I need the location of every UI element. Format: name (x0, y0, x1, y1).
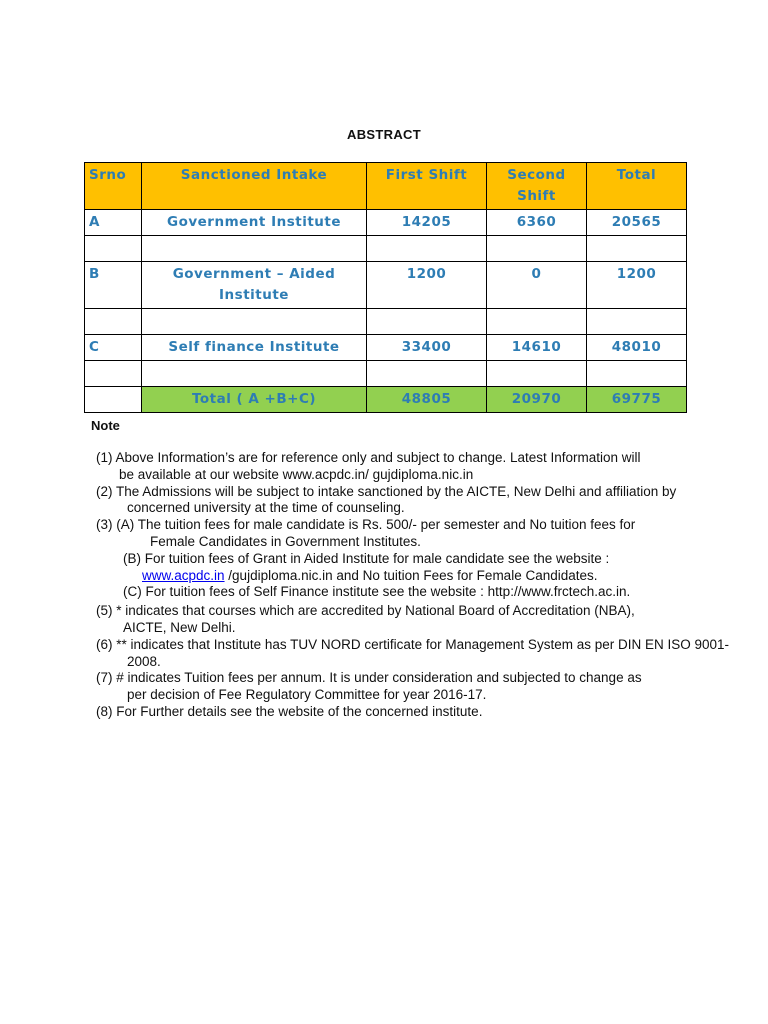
header-sanctioned-intake: Sanctioned Intake (142, 163, 367, 210)
cell-total-label: Total ( A +B+C) (142, 387, 367, 413)
table-header-row (85, 163, 687, 210)
cell-first-shift: 33400 (367, 335, 487, 361)
header-total: Total (587, 163, 687, 210)
cell-srno: C (85, 335, 142, 361)
cell-institute-type-line1: Government – Aided (172, 266, 336, 282)
cell-institute-type: Self finance Institute (142, 335, 367, 361)
note-line: (6) ** indicates that Institute has TUV NORD certificate for Management System as per DIN EN ISO 9001- (96, 636, 730, 652)
cell-grand-total: 69775 (587, 387, 687, 413)
note-line: (1) Above Information’s are for reference only and subject to change. Latest Information will (96, 450, 641, 465)
cell-total: 48010 (587, 335, 687, 361)
note-line: (5) * indicates that courses which are accredited by National Board of Accreditation (NBA), (96, 603, 635, 619)
note-line: (2) The Admissions will be subject to intake sanctioned by the AICTE, New Delhi and affiliation by (96, 483, 677, 499)
note-line: be available at our website www.acpdc.in/ gujdiploma.nic.in (119, 466, 474, 482)
table-row (85, 262, 687, 309)
note-line: (3) (A) The tuition fees for male candidate is Rs. 500/- per semester and No tuition fees for (96, 517, 636, 533)
cell-second-shift: 0 (487, 262, 587, 309)
cell-institute-type: Government Institute (142, 210, 367, 236)
note-line: Female Candidates in Government Institutes. (150, 533, 421, 549)
cell-total: 20565 (587, 210, 687, 236)
note-line-text: /gujdiploma.nic.in and No tuition Fees for Female Candidates. (224, 567, 598, 583)
cell-second-shift: 14610 (487, 335, 587, 361)
table-row (85, 335, 687, 361)
header-second-shift (487, 163, 587, 210)
page-title: ABSTRACT (347, 127, 421, 142)
note-line: AICTE, New Delhi. (123, 619, 236, 635)
header-second-shift-line1: Second (507, 167, 566, 183)
note-line: (C) For tuition fees of Self Finance institute see the website : http://www.frctech.ac.in. (123, 584, 631, 600)
cell-first-shift: 14205 (367, 210, 487, 236)
table-total-row (85, 387, 687, 413)
note-line: (7) # indicates Tuition fees per annum. It is under consideration and subjected to change as (96, 670, 642, 686)
notes-list (96, 450, 756, 721)
note-line: concerned university at the time of counseling. (127, 500, 405, 516)
note-line: (B) For tuition fees of Grant in Aided Institute for male candidate see the website : (123, 550, 610, 566)
note-line: (8) For Further details see the website of the concerned institute. (96, 703, 483, 719)
table-row-empty (85, 309, 687, 335)
header-second-shift-line2: Shift (517, 188, 556, 204)
cell-institute-type (142, 262, 367, 309)
acpdc-link[interactable]: www.acpdc.in (142, 567, 225, 583)
cell-total-first-shift: 48805 (367, 387, 487, 413)
cell-total-second-shift: 20970 (487, 387, 587, 413)
cell-total: 1200 (587, 262, 687, 309)
note-line: per decision of Fee Regulatory Committee for year 2016-17. (127, 687, 487, 703)
cell-first-shift: 1200 (367, 262, 487, 309)
note-line: 2008. (127, 653, 161, 669)
cell-institute-type-line2: Institute (219, 287, 289, 303)
note-line (96, 568, 756, 585)
header-first-shift: First Shift (367, 163, 487, 210)
cell-srno: A (85, 210, 142, 236)
cell-srno: B (85, 262, 142, 309)
note-heading: Note (91, 418, 120, 433)
table-row-empty (85, 361, 687, 387)
table-row-empty (85, 236, 687, 262)
header-srno: Srno (85, 163, 142, 210)
cell-second-shift: 6360 (487, 210, 587, 236)
table-row (85, 210, 687, 236)
intake-table (84, 162, 687, 413)
